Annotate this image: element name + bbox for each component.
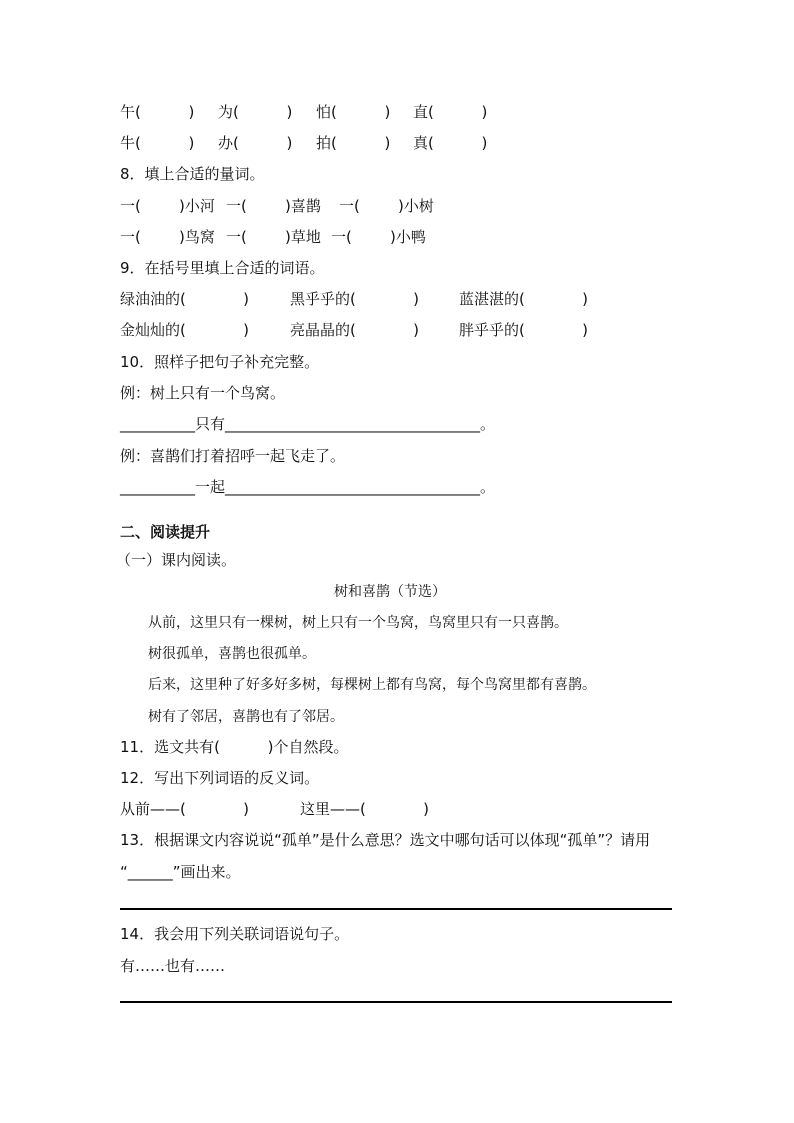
q14-pattern: 有……也有…… [120, 957, 226, 975]
q10-fill-2: __________一起__________________________________。 [120, 478, 496, 496]
q9-item: 黑乎乎的( ) [290, 290, 419, 308]
q7-item: 午( ) [120, 103, 195, 121]
passage-title: 树和喜鹊（节选） [334, 584, 446, 600]
q14-title: 14．我会用下列关联词语说句子。 [120, 925, 350, 943]
q13-line-1: 13．根据课文内容说说“孤单”是什么意思？选文中哪句话可以体现“孤单”？请用 [120, 831, 651, 849]
passage-paragraph-3: 后来，这里种了好多好多树，每棵树上都有鸟窝，每个鸟窝里都有喜鹊。 [148, 677, 596, 693]
q10-example-2: 例：喜鹊们打着招呼一起飞走了。 [120, 447, 346, 465]
q8-item: 一( )小鸭 [331, 228, 426, 246]
q8-title: 8．填上合适的量词。 [120, 165, 265, 183]
q8-item: 一( )草地 [226, 228, 321, 246]
q12-title: 12．写出下列词语的反义词。 [120, 769, 320, 787]
q11-text: 11．选文共有( )个自然段。 [120, 738, 349, 756]
q13-line-2: “______”画出来。 [120, 863, 241, 881]
q9-item: 亮晶晶的( ) [290, 321, 419, 339]
passage-paragraph-2: 树很孤单，喜鹊也很孤单。 [148, 646, 316, 662]
section-title: 二、阅读提升 [120, 523, 211, 541]
passage-paragraph-4: 树有了邻居，喜鹊也有了邻居。 [148, 709, 344, 725]
q9-item: 胖乎乎的( ) [459, 321, 588, 339]
section-subtitle: （一）课内阅读。 [116, 551, 237, 569]
answer-line [120, 908, 672, 910]
passage-paragraph-1: 从前，这里只有一棵树，树上只有一个鸟窝，鸟窝里只有一只喜鹊。 [148, 615, 568, 631]
q8-item: 一( )鸟窝 [120, 228, 215, 246]
q7-item: 怕( ) [316, 103, 391, 121]
q10-title: 10．照样子把句子补充完整。 [120, 353, 320, 371]
q12-item: 从前——( ) [120, 800, 249, 818]
q10-fill-1: __________只有__________________________________。 [120, 415, 496, 433]
q7-item: 牛( ) [120, 134, 195, 152]
q7-item: 拍( ) [316, 134, 391, 152]
q7-item: 真( ) [413, 134, 488, 152]
q9-title: 9．在括号里填上合适的词语。 [120, 259, 325, 277]
q9-item: 蓝湛湛的( ) [459, 290, 588, 308]
q9-item: 金灿灿的( ) [120, 321, 249, 339]
q9-item: 绿油油的( ) [120, 290, 249, 308]
q12-item: 这里——( ) [300, 800, 429, 818]
q10-example-1: 例：树上只有一个鸟窝。 [120, 384, 286, 402]
q7-item: 办( ) [218, 134, 293, 152]
q7-item: 为( ) [218, 103, 293, 121]
q8-item: 一( )小树 [339, 197, 434, 215]
q7-item: 直( ) [413, 103, 488, 121]
q8-item: 一( )小河 [120, 197, 215, 215]
q8-item: 一( )喜鹊 [226, 197, 321, 215]
answer-line [120, 1001, 672, 1003]
